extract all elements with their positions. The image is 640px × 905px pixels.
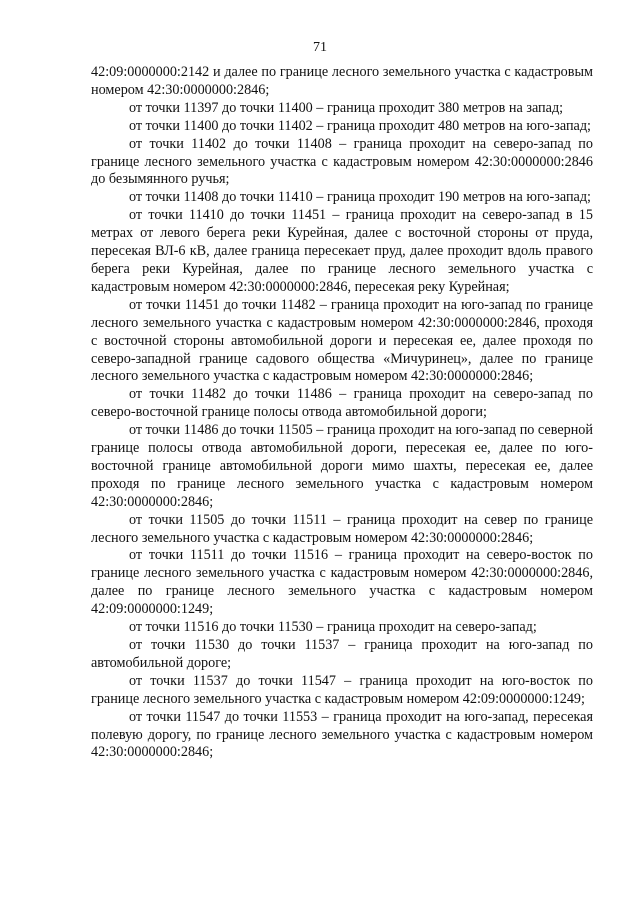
paragraph: от точки 11482 до точки 11486 – граница проходит на северо-запад по северо-восточной границе полосы отвода автомобильной дороги; [91,386,593,421]
paragraph: от точки 11547 до точки 11553 – граница проходит на юго-запад, пересекая полевую дорогу, по границе лесного земельного участка с кадастровым номером 42:30:0000000:2846; [91,708,593,761]
paragraph: от точки 11537 до точки 11547 – граница проходит на юго-восток по границе лесного земельного участка с кадастровым номером 42:09:0000000:1249; [91,672,593,707]
paragraph: от точки 11486 до точки 11505 – граница проходит на юго-запад по северной границе полосы отвода автомобильной дороги, пересекая ее, далее по юго-восточной границе автомобильной дороги мимо шахты, пересекая ее, далее проходя по границе лесного земельного участка с кадастровым номером 42:30:0000000:2846; [91,422,593,510]
paragraph: от точки 11400 до точки 11402 – граница проходит 480 метров на юго-запад; [129,117,591,134]
paragraph: от точки 11516 до точки 11530 – граница проходит на северо-запад; [129,619,537,636]
paragraph: от точки 11410 до точки 11451 – граница проходит на северо-запад в 15 метрах от левого берега реки Курейная, далее с восточной стороны от пруда, пересекая ВЛ-6 кВ, далее граница пересекает пруд, далее проходит вдоль правого берега реки Курейная, далее по границе лесного земельного участка с кадастровым номером 42:30:0000000:2846, пересекая реку Курейная; [91,207,593,295]
paragraph: от точки 11408 до точки 11410 – граница проходит 190 метров на юго-запад; [129,189,591,206]
paragraph: от точки 11451 до точки 11482 – граница проходит на юго-запад по границе лесного земельного участка с кадастровым номером 42:30:0000000:2846, проходя с восточной стороны автомобильной дороги и пересекая ее, далее проходя по северо-западной границе садового общества «Мичуринец», далее по границе лесного земельного участка с кадастровым номером 42:30:0000000:2846; [91,296,593,385]
paragraph: от точки 11511 до точки 11516 – граница проходит на северо-восток по границе лесного земельного участка с кадастровым номером 42:30:0000000:2846, далее по границе лесного земельного участка с кадастровым номером 42:09:0000000:1249; [91,547,593,618]
document-body [91,64,593,762]
page-number: 71 [313,40,327,55]
paragraph: от точки 11505 до точки 11511 – граница проходит на север по границе лесного земельного участка с кадастровым номером 42:30:0000000:2846; [91,511,593,546]
paragraph: 42:09:0000000:2142 и далее по границе лесного земельного участка с кадастровым номером 42:30:0000000:2846; [91,64,593,98]
paragraph: от точки 11397 до точки 11400 – граница проходит 380 метров на запад; [129,99,564,116]
paragraph: от точки 11530 до точки 11537 – граница проходит на юго-запад по автомобильной дороге; [91,637,593,671]
paragraph: от точки 11402 до точки 11408 – граница проходит на северо-запад по границе лесного земельного участка с кадастровым номером 42:30:0000000:2846 до безымянного ручья; [91,135,593,188]
